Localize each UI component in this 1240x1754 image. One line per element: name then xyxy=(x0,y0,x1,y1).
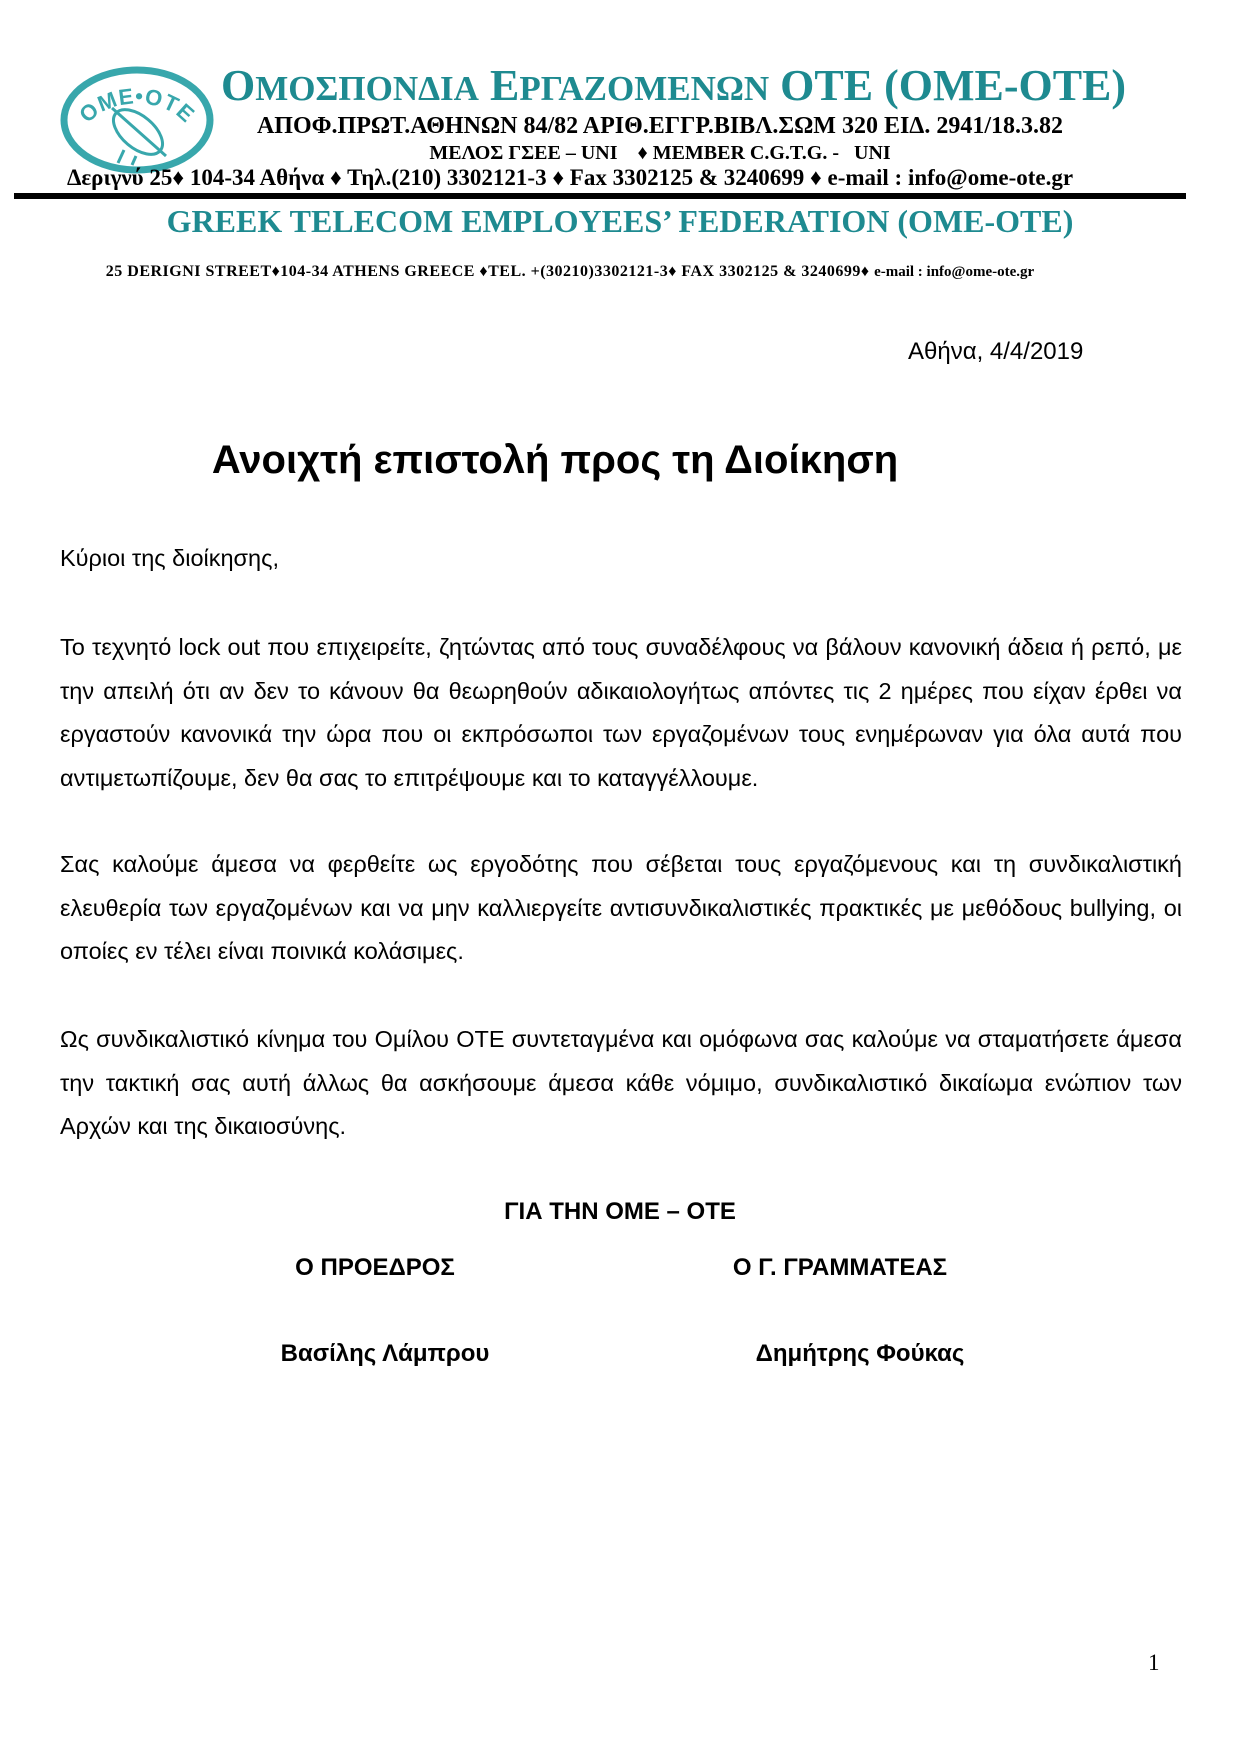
body-paragraph: Σας καλούμε άμεσα να φερθείτε ως εργοδότης που σέβεται τους εργαζόμενους και τη συνδικαλιστική ελευθερία των εργαζομένων και να μην καλλιεργείτε αντισυνδικαλιστικές πρακτικές με μεθόδους bullying, οι οποίες εν τέλει είναι ποινικά κολάσιμες. xyxy=(60,851,1182,964)
membership-line: ΜΕΛΟΣ ΓΣΕΕ – UNI ♦ MEMBER C.G.T.G. - UNI xyxy=(429,142,891,164)
signature-name-president: Βασίλης Λάμπρου xyxy=(280,1340,490,1367)
ome-ote-logo xyxy=(58,64,216,176)
date-line: Αθήνα, 4/4/2019 xyxy=(908,338,1084,365)
body-paragraph: Το τεχνητό lock out που επιχειρείτε, ζητώντας από τους συναδέλφους να βάλουν κανονική άδεια ή ρεπό, με την απειλή ότι αν δεν το κάνουν θα θεωρηθούν αδικαιολογήτως απόντες τις 2 ημέρες που είχαν έρθει να εργαστούν κανονικά την ώρα που οι εκπρόσωποι των εργαζομένων τους ενημέρωναν για όλα αυτά που αντιμετωπίζουμε, δεν θα σας το επιτρέψουμε και το καταγγέλλουμε. xyxy=(60,634,1182,791)
salutation: Κύριοι της διοίκησης, xyxy=(60,545,279,571)
address-english xyxy=(0,263,1140,281)
page-number: 1 xyxy=(1148,1650,1160,1675)
signature-role-secretary: Ο Γ. ΓΡΑΜΜΑΤΕΑΣ xyxy=(732,1254,948,1281)
address-greek: Δεριγνύ 25♦ 104-34 Αθήνα ♦ Τηλ.(210) 3302121-3 ♦ Fax 3302125 & 3240699 ♦ e-mail : info@ome-ote.gr xyxy=(66,165,1074,190)
registration-line: ΑΠΟΦ.ΠΡΩΤ.ΑΘΗΝΩΝ 84/82 ΑΡΙΘ.ΕΓΓΡ.ΒΙΒΛ.ΣΩΜ 320 ΕΙΔ. 2941/18.3.82 xyxy=(256,113,1064,139)
header-divider xyxy=(14,193,1186,199)
signature-name-secretary: Δημήτρης Φούκας xyxy=(755,1340,965,1367)
federation-title-english: GREEK TELECOM EMPLOYEES’ FEDERATION (OME-OTE) xyxy=(166,203,1074,239)
body-paragraph: Ως συνδικαλιστικό κίνημα του Ομίλου ΟΤΕ συντεταγμένα και ομόφωνα σας καλούμε να σταματήσετε άμεσα την τακτική σας αυτή άλλως θα ασκήσουμε άμεσα κάθε νόμιμο, συνδικαλιστικό δικαίωμα ενώπιον των Αρχών και της δικαιοσύνης. xyxy=(60,1026,1182,1139)
email-text: e-mail : info@ome-ote.gr xyxy=(874,264,1035,280)
address-english-main: 25 DERIGNI STREET♦104-34 ATHENS GREECE ♦TEL. +(30210)3302121-3♦ FAX 3302125 & 3240699♦ xyxy=(105,263,870,280)
signature-for-line: ΓΙΑ ΤΗΝ ΟΜΕ – ΟΤΕ xyxy=(504,1198,736,1225)
logo-text: ΟΜΕ•ΟΤΕ xyxy=(74,83,200,128)
federation-title-greek: ΟΜΟΣΠΟΝΔΙΑ ΕΡΓΑΖΟΜΕΝΩΝ ΟΤΕ (ΟΜΕ-ΟΤΕ) xyxy=(221,61,1127,110)
signature-role-president: Ο ΠΡΟΕΔΡΟΣ xyxy=(295,1254,455,1281)
letter-title: Ανοιχτή επιστολή προς τη Διοίκηση xyxy=(211,438,899,482)
